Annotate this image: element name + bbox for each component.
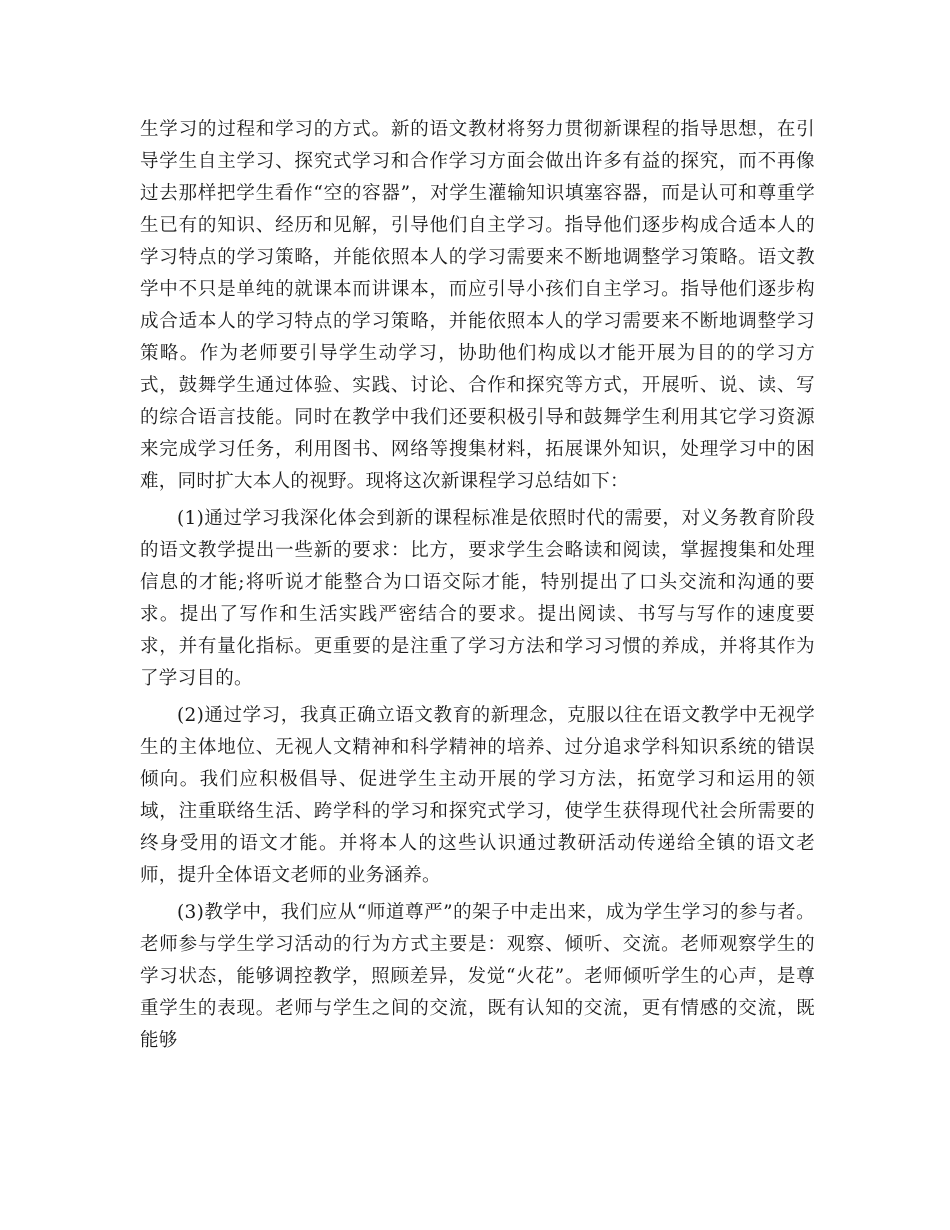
paragraph-point-1: (1)通过学习我深化体会到新的课程标准是依照时代的需要，对义务教育阶段的语文教学提出一些新的要求：比方，要求学生会略读和阅读，掌握搜集和处理信息的才能;将听说才能整合为口语交际才能，特别提出了口头交流和沟通的要求。提出了写作和生活实践严密结合的要求。提出阅读、书写与写作的速度要求，并有量化指标。更重要的是注重了学习方法和学习习惯的养成，并将其作为了学习目的。 bbox=[140, 508, 815, 689]
paragraph-intro-continuation: 生学习的过程和学习的方式。新的语文教材将努力贯彻新课程的指导思想，在引导学生自主学习、探究式学习和合作学习方面会做出许多有益的探究，而不再像过去那样把学生看作“空的容器”，对学生灌输知识填塞容器，而是认可和尊重学生已有的知识、经历和见解，引导他们自主学习。指导他们逐步构成合适本人的学习特点的学习策略，并能依照本人的学习需要来不断地调整学习策略。语文教学中不只是单纯的就课本而讲课本，而应引导小孩们自主学习。指导他们逐步构成合适本人的学习特点的学习策略，并能依照本人的学习需要来不断地调整学习策略。作为老师要引导学生动学习，协助他们构成以才能开展为目的的学习方式，鼓舞学生通过体验、实践、讨论、合作和探究等方式，开展听、说、读、写的综合语言技能。同时在教学中我们还要积极引导和鼓舞学生利用其它学习资源来完成学习任务，利用图书、网络等搜集材料，拓展课外知识，处理学习中的困难，同时扩大本人的视野。现将这次新课程学习总结如下： bbox=[140, 119, 815, 492]
document-body bbox=[140, 114, 815, 1062]
paragraph-point-3: (3)教学中，我们应从“师道尊严”的架子中走出来，成为学生学习的参与者。老师参与学生学习活动的行为方式主要是：观察、倾听、交流。老师观察学生的学习状态，能够调控教学，照顾差异，发觉“火花”。老师倾听学生的心声，是尊重学生的表现。老师与学生之间的交流，既有认知的交流，更有情感的交流，既能够 bbox=[140, 902, 815, 1051]
paragraph-point-2: (2)通过学习，我真正确立语文教育的新理念，克服以往在语文教学中无视学生的主体地位、无视人文精神和科学精神的培养、过分追求学科知识系统的错误倾向。我们应积极倡导、促进学生主动开展的学习方法，拓宽学习和运用的领域，注重联络生活、跨学科的学习和探究式学习，使学生获得现代社会所需要的终身受用的语文才能。并将本人的这些认识通过教研活动传递给全镇的语文老师，提升全体语文老师的业务涵养。 bbox=[140, 705, 815, 886]
